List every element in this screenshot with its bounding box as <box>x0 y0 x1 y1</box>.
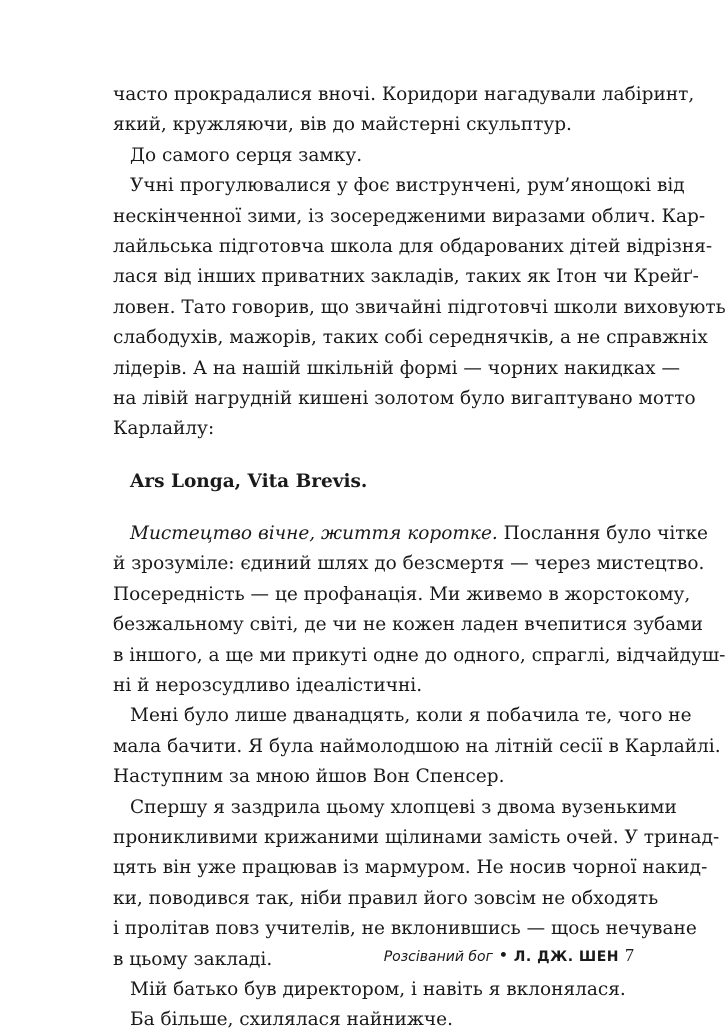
author-name: Л. ДЖ. ШЕН <box>513 949 619 965</box>
text-line: ки, поводився так, ніби правил його зовсім не обходять <box>113 887 659 909</box>
text-line: ні й нерозсудливо ідеалістичні. <box>113 675 423 697</box>
text-line: і пролітав повз учителів, не вклонившись — щось нечуване <box>113 918 697 940</box>
text-line: Спершу я заздрила цьому хлопцеві з двома вузенькими <box>130 796 677 818</box>
text-line: на лівій нагрудній кишені золотом було вигаптувано мотто <box>113 387 696 409</box>
text-line: Карлайлу: <box>113 418 215 440</box>
text-line: До самого серця замку. <box>130 144 363 166</box>
text-line: безжальному світі, де чи не кожен ладен вчепитися зубами <box>113 614 703 636</box>
page-number: 7 <box>625 945 634 965</box>
running-footer <box>384 944 634 968</box>
page-body <box>113 80 726 1036</box>
text-line: ловен. Тато говорив, що звичайні підготовчі школи виховують <box>113 296 726 318</box>
text-line: лідерів. А на нашій шкільній формі — чорних накидках — <box>113 357 680 379</box>
book-title: Розсіваний бог <box>383 949 493 965</box>
text-line: Мені було лише дванадцять, коли я побачила те, чого не <box>130 705 692 727</box>
text-line: лайльська підготовча школа для обдарованих дітей відрізня- <box>113 235 713 257</box>
text-line: в іншого, а ще ми прикуті одне до одного, спраглі, відчайдуш- <box>113 644 726 666</box>
text-line: який, кружляючи, вів до майстерні скульптур. <box>113 114 572 136</box>
text-line: слабодухів, мажорів, таких собі середнячків, а не справжніх <box>113 327 708 349</box>
text-line: нескінченної зими, із зосередженими виразами облич. Кар- <box>113 205 706 227</box>
motto-translation: Мистецтво вічне, життя коротке. <box>130 523 498 545</box>
motto: Ars Longa, Vita Brevis. <box>130 470 368 492</box>
spacer <box>113 445 623 467</box>
spacer <box>113 497 623 519</box>
text-line: часто прокрадалися вночі. Коридори нагадували лабіринт, <box>113 84 695 105</box>
text-fragment: Послання було чітке <box>497 523 708 545</box>
text-line: проникливими крижаними щілинами замість очей. У тринад- <box>113 826 720 848</box>
text-line: Учні прогулювалися у фоє виструнчені, рум’янощокі від <box>130 175 685 197</box>
text-line: цять він уже працював із мармуром. Не носив чорної накид- <box>113 857 708 879</box>
text-line: мала бачити. Я була наймолодшою на літній сесії в Карлайлі. <box>113 735 721 757</box>
text-line: лася від інших приватних закладів, таких як Ітон чи Крейґ- <box>113 266 699 288</box>
text-line: й зрозуміле: єдиний шлях до безсмертя — через мистецтво. <box>113 553 705 575</box>
text-line: Посередність — це профанація. Ми живемо в жорстокому, <box>113 583 691 605</box>
footer-separator: • <box>492 946 514 966</box>
text-line: в цьому закладі. <box>113 948 273 970</box>
text-line: Наступним за мною йшов Вон Спенсер. <box>113 766 505 788</box>
text-line <box>113 519 708 549</box>
text-line: Ба більше, схилялася найнижче. <box>130 1009 453 1031</box>
text-line: Мій батько був директором, і навіть я вклонялася. <box>130 978 626 1000</box>
